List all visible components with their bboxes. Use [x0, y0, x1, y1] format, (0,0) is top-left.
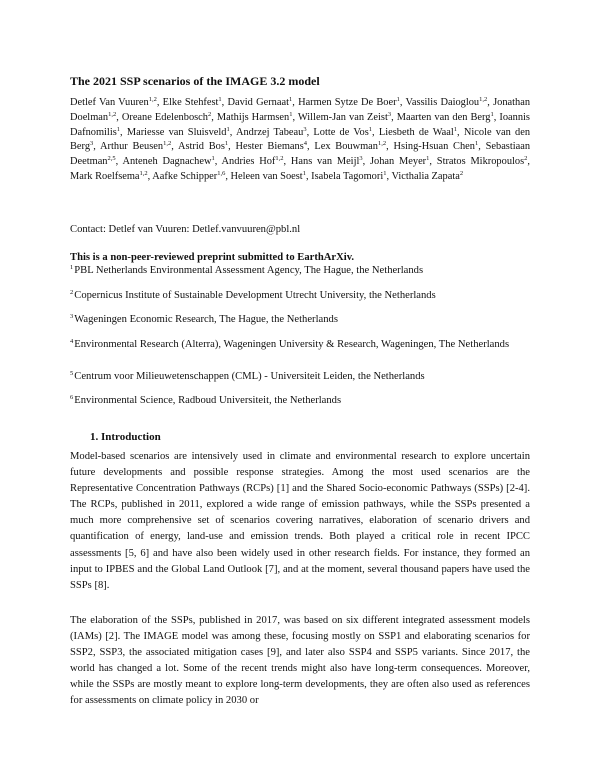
author-name: Aafke Schipper	[152, 170, 218, 182]
affiliation-number: 1	[70, 264, 74, 271]
author-affiliation-marker: 1	[116, 125, 121, 133]
author-affiliation-marker: 1	[368, 125, 373, 133]
author-affiliation-marker: 3	[359, 155, 363, 163]
author-name: Detlef Van Vuuren	[70, 97, 149, 108]
author-affiliation-marker: 1	[396, 96, 400, 103]
author-name: Andrzej Tabeau	[235, 126, 304, 138]
author-name: Elke Stehfest	[162, 97, 219, 108]
author-affiliation-marker: 1	[218, 96, 222, 103]
author-affiliation-marker: 1	[211, 155, 215, 163]
affiliation-text: Centrum voor Milieuwetenschappen (CML) - Universiteit Leiden, the Netherlands	[74, 371, 425, 382]
author-name: Mark Roelfsema	[70, 170, 140, 182]
affiliation-item	[70, 368, 530, 385]
affiliation-text: Wageningen Economic Research, The Hague, the Netherlands	[74, 314, 338, 325]
author-affiliation-marker: 1	[288, 96, 293, 103]
author-name: Isabela Tagomori	[311, 170, 384, 182]
author-name: Johan Meyer	[370, 156, 427, 168]
author-affiliation-marker: 3	[303, 125, 307, 133]
author-name: Willem-Jan van Zeist	[297, 111, 388, 123]
author-name: Vassilis Daioglou	[405, 97, 480, 108]
author-name: Hester Biemans	[235, 141, 304, 153]
author-name: Sebastiaan Deetman	[70, 141, 531, 168]
author-name: Jonathan Doelman	[70, 97, 531, 123]
author-affiliation-marker: 2,5	[107, 155, 116, 163]
author-name: Heleen van Soest	[230, 170, 303, 182]
intro-paragraph-1: Model-based scenarios are intensively used in climate and environmental research to explore uncertain future developments and possible response strategies. Among the most used scenarios are the Representative Concentration Pathways (RCPs) [1] and the Shared Socio-economic Pathways (SSPs) [2-4]. The RCPs, published in 2011, explored a wide range of emission pathways, while the SSPs presented a much more comprehensive set of scenarios covering narratives, elaboration of scenario drivers and quantification of energy, land-use and emission trends. Both played a critical role in recent IPCC assessments [5, 6] and have also been widely used in other research fields. For instance, they formed an input to IPBES and the Global Land Outlook [7], and at the moment, several thousand papers have used the SSPs [8].	[70, 451, 530, 591]
author-name: Hsing-Hsuan Chen	[393, 141, 475, 153]
author-name: Nicole van den Berg	[70, 126, 531, 153]
author-affiliation-marker: 1	[453, 125, 458, 133]
affiliation-number: 2	[70, 289, 74, 296]
affiliation-item	[70, 336, 530, 353]
author-name: Mariesse van Sluisveld	[126, 126, 227, 138]
author-name: Victhalia Zapata	[391, 170, 460, 182]
author-affiliation-marker: 1	[289, 110, 293, 118]
preprint-note: This is a non-peer-reviewed preprint submitted to EarthArXiv.	[70, 252, 355, 263]
affiliation-text: Copernicus Institute of Sustainable Development Utrecht University, the Netherlands	[74, 290, 436, 301]
author-affiliation-marker: 3	[387, 110, 392, 118]
intro-paragraph-2: The elaboration of the SSPs, published in 2017, was based on six different integrated assessment models (IAMs) [2]. The IMAGE model was among these, focusing mostly on SSP1 and elaborating scenarios for SSP2, SSP3, the associated mitigation cases [9], and later also SSP4 and SSP5 variants. Since 2017, the world has changed a lot. Some of the recent trends might also have long-term consequences. Moreover, while the SSPs are mostly meant to explore long-term developments, they are often also used as references for assessments on climate policy in 2030 or	[70, 615, 530, 707]
author-affiliation-marker: 2	[524, 155, 528, 163]
section-heading: 1. Introduction	[90, 431, 161, 443]
author-affiliation-marker: 3	[90, 140, 94, 148]
author-affiliation-marker: 1,2	[163, 140, 172, 148]
affiliation-item	[70, 392, 530, 409]
affiliation-item	[70, 311, 530, 328]
author-affiliation-marker: 1,2	[108, 110, 117, 118]
author-name: Oreane Edelenbosch	[121, 111, 208, 123]
author-affiliation-marker: 1	[475, 140, 479, 148]
affiliation-text: Environmental Research (Alterra), Wageningen University & Research, Wageningen, The Netherlands	[74, 339, 510, 350]
author-name: Arthur Beusen	[100, 141, 164, 153]
author-affiliation-marker: 1	[383, 169, 387, 177]
author-name: David Gernaat	[227, 97, 289, 108]
author-name: Hans van Meijl	[290, 156, 360, 168]
author-affiliation-marker: 1,2	[275, 155, 284, 163]
author-name: Liesbeth de Waal	[378, 126, 454, 138]
author-affiliation-marker: 1	[224, 140, 229, 148]
author-affiliation-marker: 1,2	[148, 96, 157, 103]
author-affiliation-marker: 1	[302, 169, 306, 177]
affiliation-text: PBL Netherlands Environmental Assessment Agency, The Hague, the Netherlands	[74, 265, 424, 276]
affiliation-text: Environmental Science, Radboud Universiteit, the Netherlands	[74, 395, 342, 406]
author-name: Andries Hof	[221, 156, 276, 168]
affiliation-item	[70, 287, 530, 304]
author-affiliation-marker: 1,2	[479, 96, 488, 103]
affiliation-number: 4	[70, 338, 74, 345]
author-name: Ioannis Dafnomilis	[70, 111, 530, 138]
author-name: Harmen Sytze De Boer	[298, 97, 397, 108]
author-affiliation-marker: 1,2	[377, 140, 387, 148]
contact-line: Contact: Detlef van Vuuren: Detlef.vanvuuren@pbl.nl	[70, 224, 301, 235]
author-affiliation-marker: 1,6	[217, 169, 226, 177]
author-list: Detlef Van Vuuren$^{1,2}$, Elke Stehfest$^1$, David Gernaat$^1$, Harmen Sytze De Boer$^1$, Vassilis Daioglou$^{1,2}$, Jonathan Doelman$^{1,2}$, Oreane Edelenbosch$^2$, Mathijs Harmsen$^1$, Willem-Jan van Zeist$^3$, Maarten van den Berg$^1$, Ioannis Dafnomilis$^1$, Mariesse van Sluisveld$^1$, Andrzej Tabeau$^3$, Lotte de Vos$^1$, Liesbeth de Waal$^1$, Nicole van den Berg$^3$, Arthur Beusen$^{1,2}$, Astrid Bos$^1$, Hester Biemans$^4$, Lex Bouwman$^{1,2}$, Hsing-Hsuan Chen$^1$, Sebastiaan Deetman$^{2,5}$, Anteneh Dagnachew$^1$, Andries Hof$^{1,2}$, Hans van Meijl$^3$, Johan Meyer$^1$, Stratos Mikropoulos$^2$, Mark Roelfsema$^{1,2}$, Aafke Schipper$^{1,6}$, Heleen van Soest$^1$, Isabela Tagomori$^1$, Victhalia Zapata$^2$	[70, 96, 531, 182]
author-name: Anteneh Dagnachew	[122, 156, 212, 168]
author-name: Lotte de Vos	[313, 126, 369, 138]
author-name: Astrid Bos	[178, 141, 225, 153]
affiliation-number: 5	[70, 370, 74, 377]
author-affiliation-marker: 1	[226, 125, 230, 133]
author-affiliation-marker: 1,2	[139, 169, 148, 177]
author-affiliation-marker: 1	[426, 155, 430, 163]
paper-title: The 2021 SSP scenarios of the IMAGE 3.2 model	[70, 74, 320, 88]
author-affiliation-marker: 4	[303, 140, 307, 148]
author-name: Maarten van den Berg	[396, 111, 491, 123]
author-name: Lex Bouwman	[314, 141, 378, 153]
author-name: Mathijs Harmsen	[216, 111, 290, 123]
author-affiliation-marker: 2	[208, 110, 212, 118]
author-affiliation-marker: 1	[490, 110, 494, 118]
affiliation-number: 3	[70, 313, 74, 320]
affiliation-number: 6	[70, 394, 74, 401]
affiliation-item	[70, 262, 530, 279]
author-name: Stratos Mikropoulos	[436, 156, 525, 168]
author-affiliation-marker: 2	[459, 169, 464, 177]
